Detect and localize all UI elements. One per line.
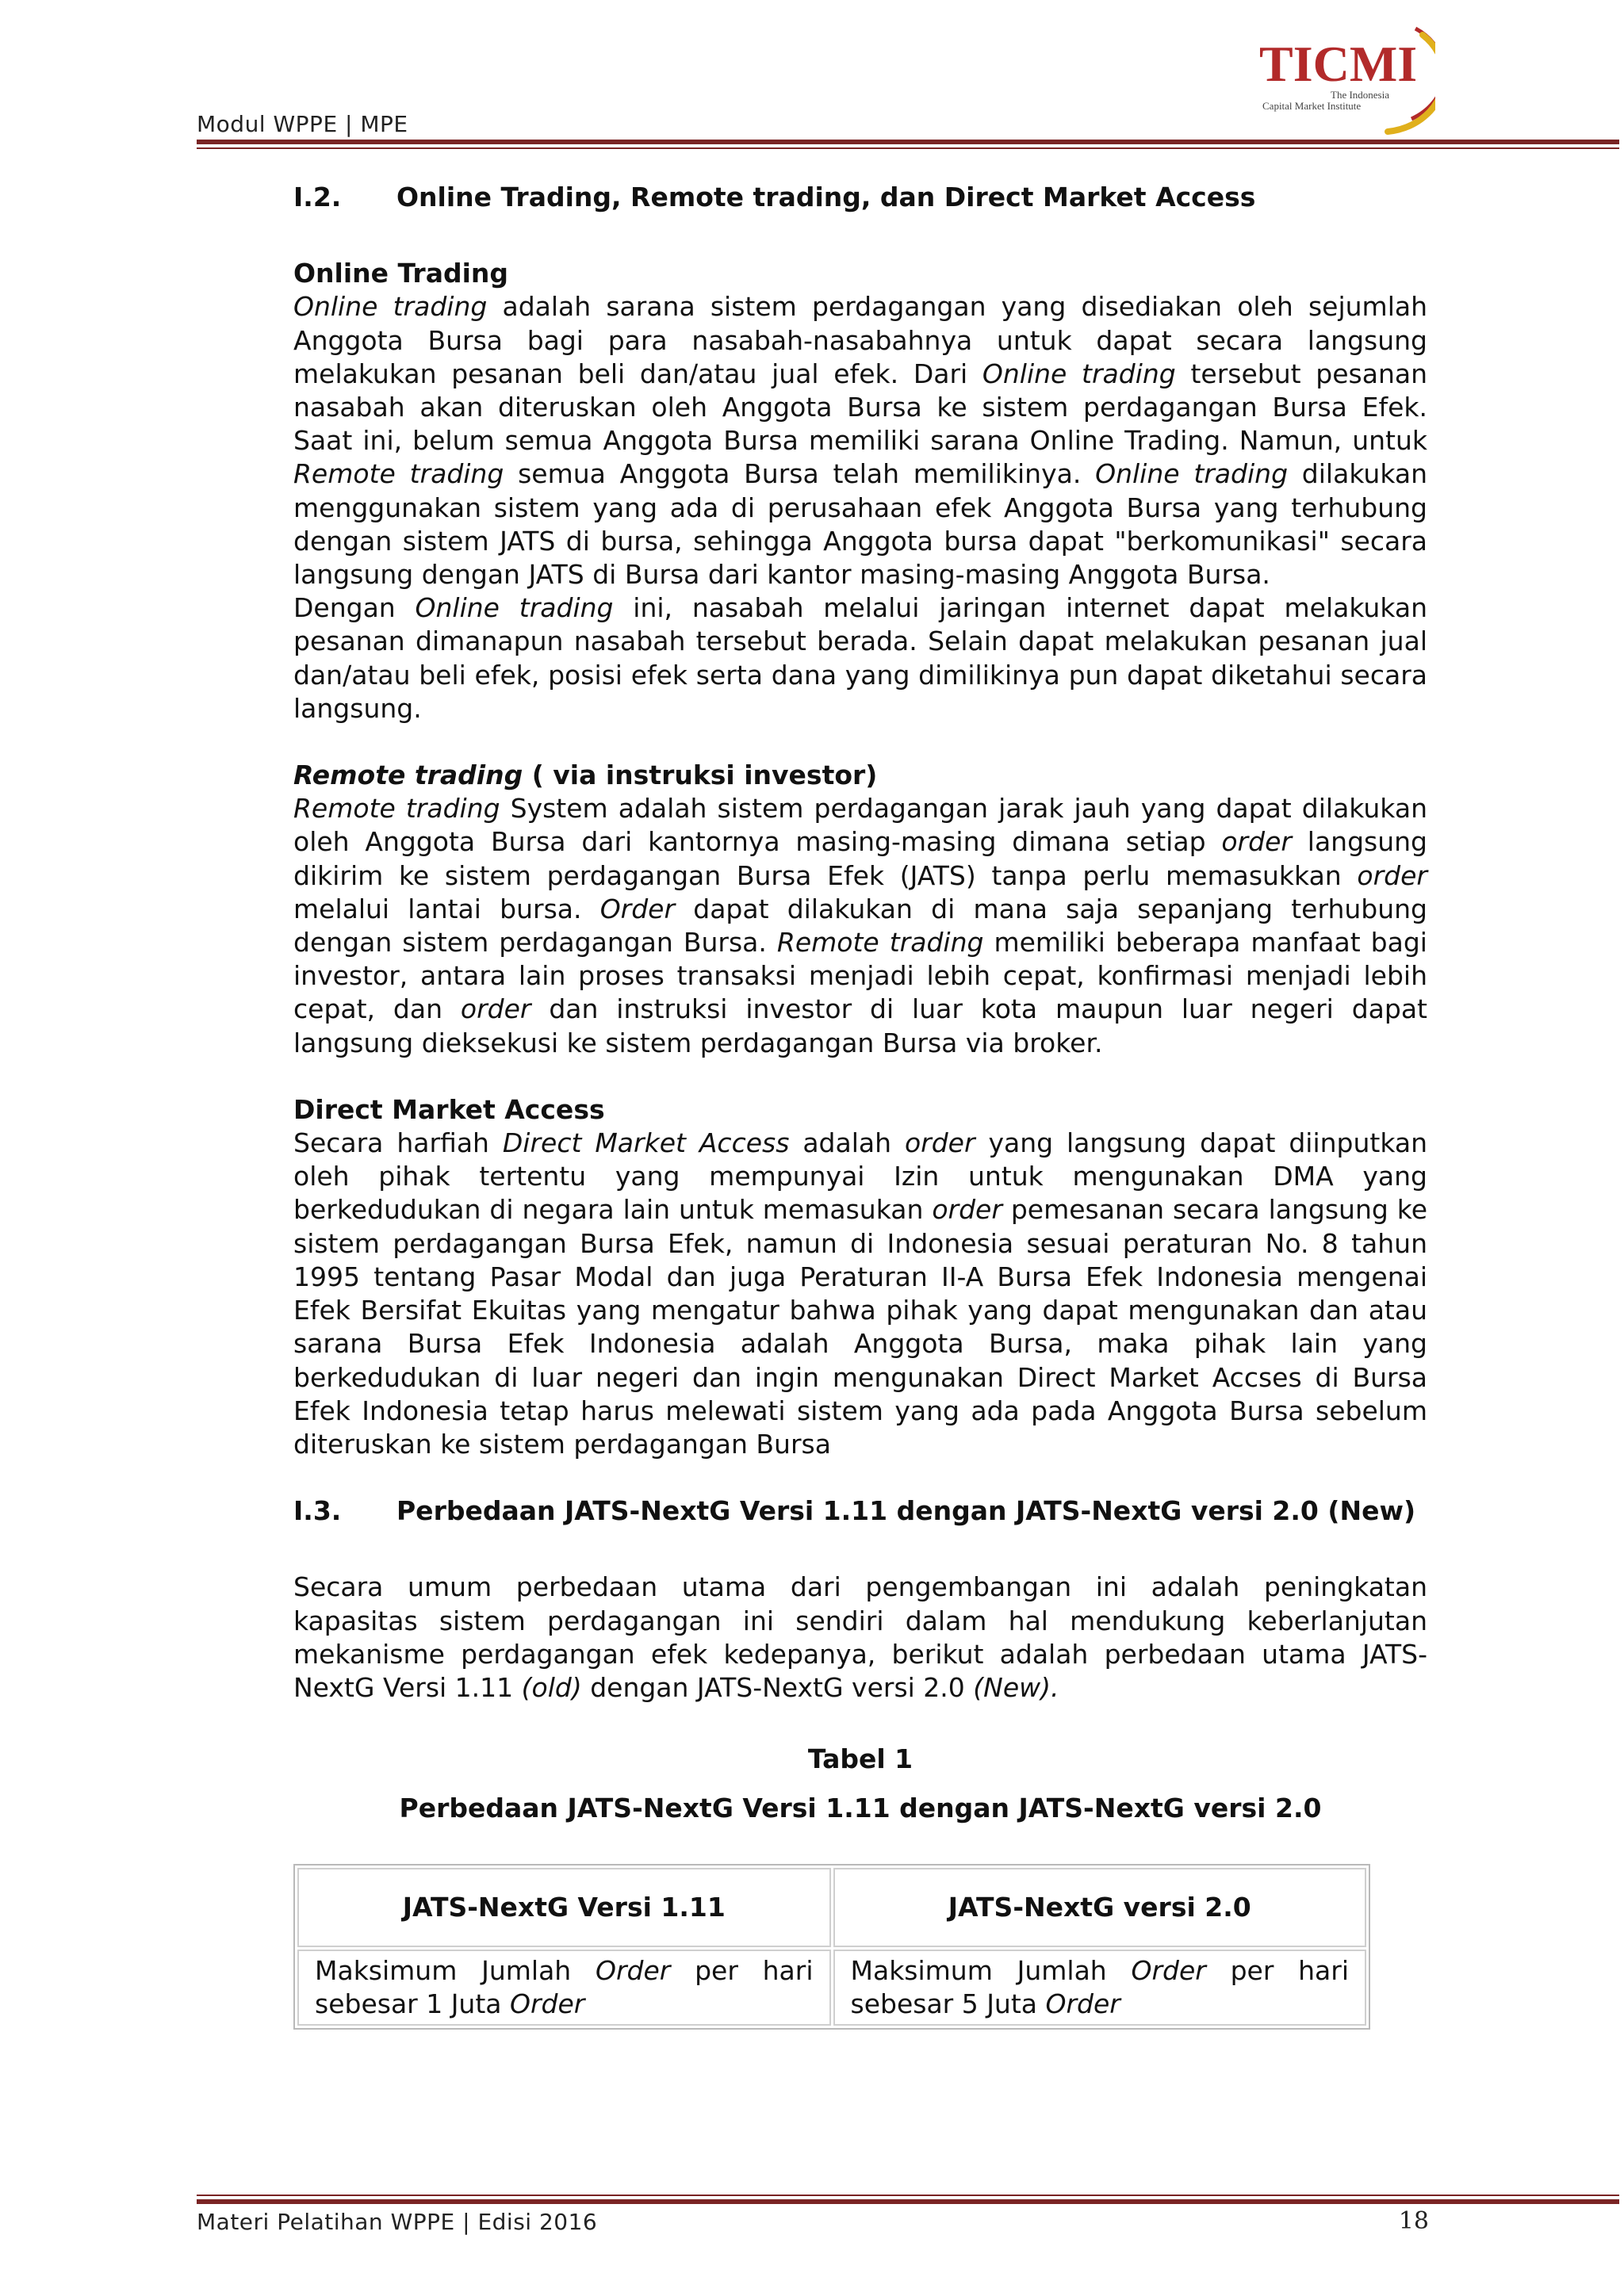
table-header-cell: JATS-NextG versi 2.0: [833, 1868, 1367, 1947]
dma-paragraph: Secara harfiah Direct Market Access adalah order yang langsung dapat diinputkan oleh pihak tertentu yang mempunyai Izin untuk mengunakan DMA yang berkedudukan di negara lain untuk memasukan order pemesanan secara langsung ke sistem perdagangan Bursa Efek, namun di Indonesia sesuai peraturan No. 8 tahun 1995 tentang Pasar Modal dan juga Peraturan II-A Bursa Efek Indonesia mengenai Efek Bersifat Ekuitas yang mengatur bahwa pihak yang dapat mengunakan dan atau sarana Bursa Efek Indonesia adalah Anggota Bursa, maka pihak lain yang berkedudukan di luar negeri dan ingin mengunakan Direct Market Accses di Bursa Efek Indonesia tetap harus melewati sistem yang ada pada Anggota Bursa sebelum diteruskan ke sistem perdagangan Bursa: [293, 1127, 1428, 1460]
ticmi-logo: [1253, 24, 1435, 135]
section-title: Perbedaan JATS-NextG Versi 1.11 dengan JATS-NextG versi 2.0 (New): [396, 1495, 1416, 1527]
footer-rule-thin: [197, 2195, 1619, 2196]
header-rule-thick: [197, 140, 1619, 144]
comparison-table: [293, 1864, 1370, 2030]
logo-sub1: The Indonesia: [1331, 89, 1390, 101]
logo-sub2: Capital Market Institute: [1262, 100, 1362, 112]
online-trading-paragraph-1: Online trading adalah sarana sistem perdagangan yang disediakan oleh sejumlah Anggota Bursa bagi para nasabah-nasabahnya untuk dapat secara langsung melakukan pesanan beli dan/atau jual efek. Dari Online trading tersebut pesanan nasabah akan diteruskan oleh Anggota Bursa ke sistem perdagangan Bursa Efek. Saat ini, belum semua Anggota Bursa memiliki sarana Online Trading. Namun, untuk Remote trading semua Anggota Bursa telah memilikinya. Online trading dilakukan menggunakan sistem yang ada di perusahaan efek Anggota Bursa yang terhubung dengan sistem JATS di bursa, sehingga Anggota bursa dapat "berkomunikasi" secara langsung dengan JATS di Bursa dari kantor masing-masing Anggota Bursa.: [293, 291, 1427, 591]
section-number: I.3.: [293, 1495, 342, 1527]
table-header-cell: JATS-NextG Versi 1.11: [297, 1868, 831, 1947]
page-content: [293, 181, 1427, 2030]
header-module-label: Modul WPPE | MPE: [197, 111, 408, 137]
subheading-online-trading: Online Trading: [293, 258, 509, 289]
section-heading-i2: [293, 181, 1427, 214]
jats-comparison-intro: Secara umum perbedaan utama dari pengembangan ini adalah peningkatan kapasitas sistem perdagangan ini sendiri dalam hal mendukung keberlanjutan mekanisme perdagangan efek kedepanya, berikut adalah perbedaan utama JATS-NextG Versi 1.11 (old) dengan JATS-NextG versi 2.0 (New).: [293, 1571, 1427, 1703]
section-number: I.2.: [293, 182, 342, 212]
remote-trading-paragraph: Remote trading System adalah sistem perdagangan jarak jauh yang dapat dilakukan oleh Anggota Bursa dari kantornya masing-masing dimana setiap order langsung dikirim ke sistem perdagangan Bursa Efek (JATS) tanpa perlu memasukkan order melalui lantai bursa. Order dapat dilakukan di mana saja sepanjang terhubung dengan sistem perdagangan Bursa. Remote trading memiliki beberapa manfaat bagi investor, antara lain proses transaksi menjadi lebih cepat, konfirmasi menjadi lebih cepat, dan order dan instruksi investor di luar kota maupun luar negeri dapat langsung dieksekusi ke sistem perdagangan Bursa via broker.: [293, 793, 1428, 1058]
section-heading-i3: [293, 1494, 1427, 1528]
table-header-row: [297, 1868, 1366, 1947]
table-cell: Maksimum Jumlah Order per hari sebesar 5 Juta Order: [833, 1950, 1367, 2026]
subheading-remote-trading: Remote trading ( via instruksi investor): [293, 760, 878, 791]
logo-text: TICMI: [1259, 36, 1418, 92]
table-label: Tabel 1: [807, 1743, 914, 1775]
table-row: [297, 1950, 1366, 2026]
online-trading-paragraph-2: Dengan Online trading ini, nasabah melalui jaringan internet dapat melakukan pesanan dimanapun nasabah tersebut berada. Selain dapat melakukan pesanan jual dan/atau beli efek, posisi efek serta dana yang dimilikinya pun dapat diketahui secara langsung.: [293, 592, 1428, 724]
footer-label: Materi Pelatihan WPPE | Edisi 2016: [197, 2209, 598, 2235]
header-rule-thin: [197, 147, 1619, 149]
table-cell: Maksimum Jumlah Order per hari sebesar 1 Juta Order: [297, 1950, 831, 2026]
subheading-direct-market-access: Direct Market Access: [293, 1093, 605, 1125]
section-title: Online Trading, Remote trading, dan Direct Market Access: [396, 182, 1256, 212]
page-number: 18: [1398, 2207, 1429, 2235]
footer-rule-thick: [197, 2199, 1619, 2204]
table-caption: Perbedaan JATS-NextG Versi 1.11 dengan JATS-NextG versi 2.0: [399, 1793, 1322, 1824]
